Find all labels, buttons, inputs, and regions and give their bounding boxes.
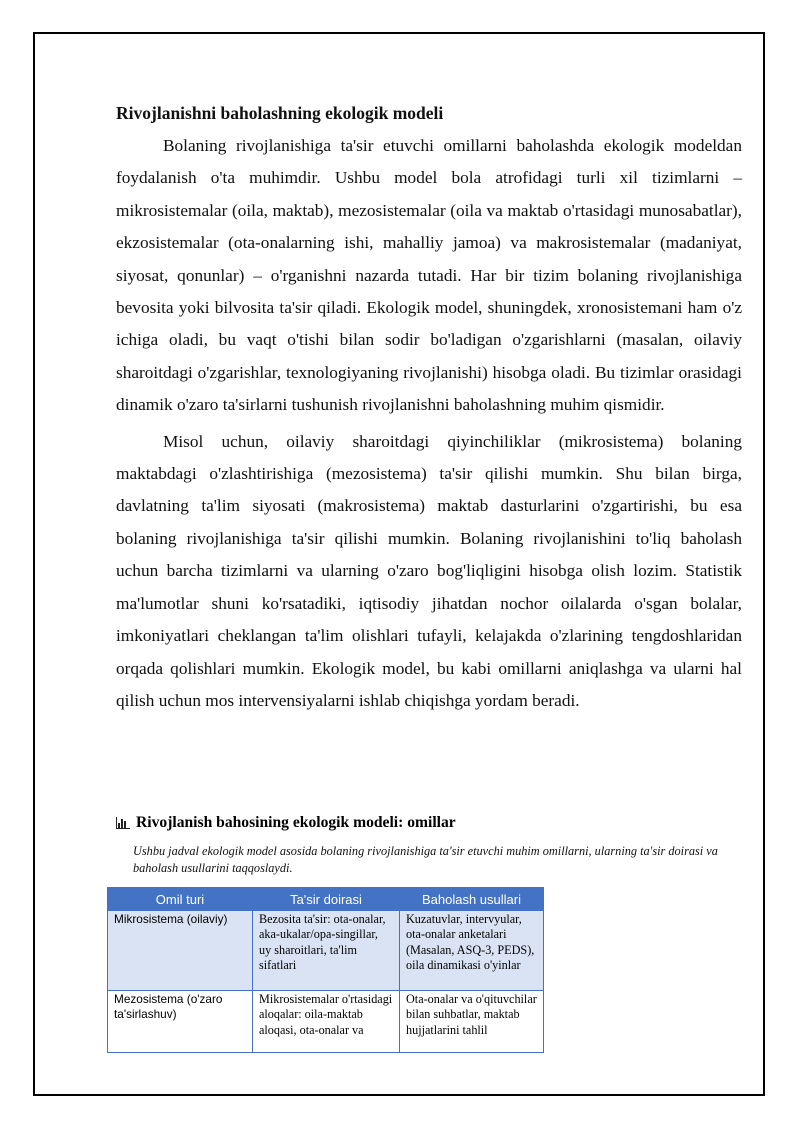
document-body bbox=[116, 96, 742, 721]
cell-text: Bezosita ta'sir: ota-onalar, aka-ukalar/opa-singillar, uy sharoitlari, ta'lim sifatlari bbox=[259, 912, 386, 973]
column-header-type: Omil turi bbox=[108, 888, 253, 911]
table-caption: Ushbu jadval ekologik model asosida bolaning rivojlanishiga ta'sir etuvchi muhim omillarni, ularning ta'sir doirasi va baholash usullarini taqqoslaydi. bbox=[133, 844, 718, 875]
table-title-text: Rivojlanish bahosining ekologik modeli: omillar bbox=[136, 814, 456, 831]
factors-table bbox=[107, 887, 544, 1053]
cell-text: Mikrosistema (oilaviy) bbox=[114, 912, 228, 926]
table-header-row bbox=[108, 888, 544, 911]
cell-text: Ota-onalar va o'qituvchilar bilan suhbatlar, maktab hujjatlarini tahlil bbox=[406, 992, 537, 1037]
cell-scope bbox=[253, 991, 400, 1053]
cell-text: Mikrosistemalar o'rtasidagi aloqalar: oila-maktab aloqasi, ota-onalar va bbox=[259, 992, 393, 1037]
cell-methods bbox=[400, 911, 544, 991]
paragraph-1: Bolaning rivojlanishiga ta'sir etuvchi omillarni baholashda ekologik modeldan foydalanish o'ta muhimdir. Ushbu model bola atrofidagi turli xil tizimlarni – mikrosistemalar (oila, maktab), mezosistemalar (oila va maktab o'rtasidagi munosabatlar), ekzosistemalar (ota-onalarning ishi, mahalliy jamoa) va makrosistemalar (madaniyat, siyosat, qonunlar) – o'rganishni nazarda tutadi. Har bir tizim bolaning rivojlanishiga bevosita yoki bilvosita ta'sir qiladi. Ekologik model, shuningdek, xronosistemani ham o'z ichiga oladi, bu vaqt o'tishi bilan sodir bo'ladigan o'zgarishlarni (masalan, oilaviy sharoitdagi o'zgarishlar, texnologiyaning rivojlanishi) hisobga oladi. Bu tizimlar orasidagi dinamik o'zaro ta'sirlarni tushunish rivojlanishni baholashning muhim qismidir. bbox=[116, 136, 742, 415]
cell-scope bbox=[253, 911, 400, 991]
column-header-scope: Ta'sir doirasi bbox=[253, 888, 400, 911]
table-row bbox=[108, 911, 544, 991]
paragraph-2: Misol uchun, oilaviy sharoitdagi qiyinchiliklar (mikrosistema) bolaning maktabdagi o'zlashtirishiga (mezosistema) ta'sir qilishi mumkin. Shu bilan birga, davlatning ta'lim siyosati (makrosistema) maktab dasturlarini o'zgartirishi, bu esa bolaning rivojlanishiga ta'sir qilishi mumkin. Bolaning rivojlanishini to'liq baholash uchun barcha tizimlarni va ularning o'zaro bog'liqligini hisobga olish lozim. Statistik ma'lumotlar shuni ko'rsatadiki, iqtisodiy jihatdan nochor oilalarda o'sgan bolalar, imkoniyatlari cheklangan ta'lim olishlari tufayli, kelajakda o'zlarining tengdoshlaridan orqada qolishlari mumkin. Ekologik model, bu kabi omillarni aniqlashga va ularni hal qilish uchun mos intervensiyalarni ishlab chiqishga yordam beradi. bbox=[116, 431, 742, 710]
section-heading: Rivojlanishni baholashning ekologik modeli bbox=[116, 103, 444, 123]
cell-type bbox=[108, 911, 253, 991]
column-header-methods: Baholash usullari bbox=[400, 888, 544, 911]
table-title bbox=[116, 814, 456, 832]
cell-type bbox=[108, 991, 253, 1053]
cell-text: Kuzatuvlar, intervyular, ota-onalar anketalari (Masalan, ASQ-3, PEDS), oila dinamikasi o'yinlar bbox=[406, 912, 535, 973]
bar-chart-icon bbox=[116, 817, 130, 829]
cell-text: Mezosistema (o'zaro ta'sirlashuv) bbox=[114, 992, 223, 1022]
table-row bbox=[108, 991, 544, 1053]
cell-methods bbox=[400, 991, 544, 1053]
